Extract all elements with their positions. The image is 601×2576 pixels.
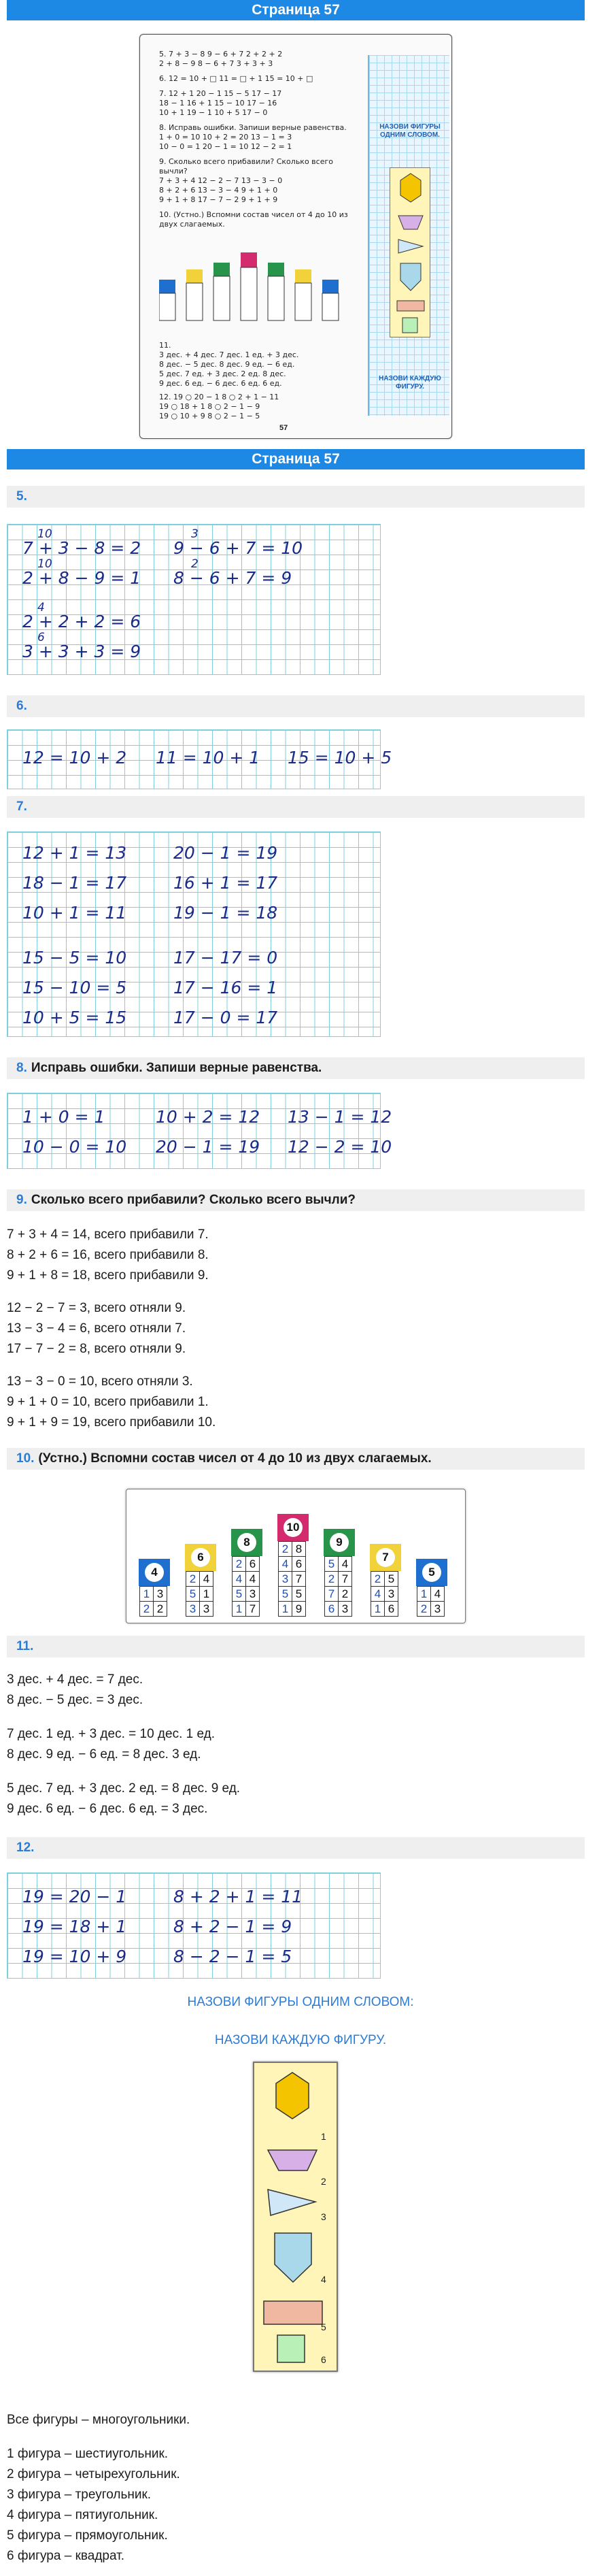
solution-line: 12 − 2 − 7 = 3, всего отняли 9. xyxy=(7,1301,186,1315)
annotation-number: 10 xyxy=(37,527,52,541)
number-houses-panel xyxy=(126,1489,466,1623)
book-page-number: 57 xyxy=(279,424,288,432)
house-cell: 5 xyxy=(186,1587,200,1602)
book-panel-heading: НАЗОВИ ФИГУРЫ ОДНИМ СЛОВОМ. xyxy=(379,123,441,139)
solution-line: 8 дес. − 5 дес. = 3 дес. xyxy=(7,1693,143,1707)
book-line: 1 + 0 = 10 10 + 2 = 20 13 − 1 = 3 xyxy=(159,133,292,142)
book-line: 10 + 1 19 − 1 10 + 5 17 − 0 xyxy=(159,108,268,117)
solution-line: 8 дес. 9 ед. − 6 ед. = 8 дес. 3 ед. xyxy=(7,1747,201,1762)
book-line: 10. (Устно.) Вспомни состав чисел от 4 до 10 из двух слагаемых. xyxy=(159,210,348,229)
house-cell: 6 xyxy=(246,1557,260,1572)
house-composition-table xyxy=(186,1571,213,1617)
house-cell: 1 xyxy=(200,1587,213,1602)
answer-line: 10 + 1 = 11 xyxy=(22,903,127,923)
section-title: (Устно.) Вспомни состав чисел от 4 до 10 из двух слагаемых. xyxy=(38,1451,432,1466)
book-line: 10 − 0 = 1 20 − 1 = 10 12 − 2 = 1 xyxy=(159,142,292,151)
house-cell: 4 xyxy=(233,1572,246,1587)
book-bottom-column xyxy=(159,341,363,421)
page-banner-second xyxy=(7,449,585,469)
square-shape xyxy=(277,2335,305,2362)
answer-line: 15 = 10 + 5 xyxy=(288,748,392,767)
answer-line: 9 − 6 + 7 = 10 xyxy=(173,538,303,558)
house-number: 9 xyxy=(330,1533,349,1552)
figure-name-line: 1 фигура – шестиугольник. xyxy=(7,2447,169,2461)
house-cell: 5 xyxy=(292,1587,306,1602)
book-line: 6. 12 = 10 + □ 11 = □ + 1 15 = 10 + □ xyxy=(159,74,313,83)
house-cell: 4 xyxy=(431,1587,445,1602)
house-composition-table xyxy=(371,1571,398,1617)
figures-heading: НАЗОВИ ФИГУРЫ ОДНИМ СЛОВОМ: xyxy=(187,1995,414,2009)
house-cell: 3 xyxy=(186,1602,200,1617)
house-roof xyxy=(416,1559,447,1586)
house-cell: 5 xyxy=(325,1557,339,1572)
house-cell: 4 xyxy=(339,1557,352,1572)
section-5-header xyxy=(7,486,585,508)
book-line: 7. 12 + 1 20 − 1 15 − 5 17 − 17 xyxy=(159,89,282,98)
figure-name-line: 5 фигура – прямоугольник. xyxy=(7,2528,168,2543)
triangle-shape xyxy=(268,2190,315,2215)
page-title: Страница 57 xyxy=(252,451,340,467)
house-cell: 1 xyxy=(279,1602,292,1617)
answer-line: 19 = 10 + 9 xyxy=(22,1947,127,1966)
answer-line: 12 + 1 = 13 xyxy=(22,843,127,863)
house-cell: 3 xyxy=(200,1602,213,1617)
house-number: 8 xyxy=(237,1533,256,1552)
section-number: 7. xyxy=(16,799,27,814)
section-11-header xyxy=(7,1636,585,1657)
number-house xyxy=(139,1559,170,1616)
house-cell: 1 xyxy=(417,1587,431,1602)
annotation-number: 2 xyxy=(191,557,199,571)
answer-line: 20 − 1 = 19 xyxy=(156,1137,260,1157)
page-banner-top xyxy=(7,0,585,20)
page-title: Страница 57 xyxy=(252,2,340,18)
solution-line: 9 + 1 + 0 = 10, всего прибавили 1. xyxy=(7,1395,209,1409)
answer-line: 10 − 0 = 10 xyxy=(22,1137,127,1157)
solution-line: 8 + 2 + 6 = 16, всего прибавили 8. xyxy=(7,1248,209,1262)
house-cell: 5 xyxy=(279,1587,292,1602)
book-panel-heading: НАЗОВИ КАЖДУЮ ФИГУРУ. xyxy=(379,375,441,391)
annotation-number: 3 xyxy=(191,527,199,541)
hexagon-shape xyxy=(276,2073,309,2119)
answer-line: 2 + 2 + 2 = 6 xyxy=(22,612,141,631)
answer-line: 8 − 2 − 1 = 5 xyxy=(173,1947,292,1966)
figures-card xyxy=(253,2062,338,2372)
answer-line: 1 + 0 = 1 xyxy=(22,1107,105,1127)
section-12-grid xyxy=(7,1872,381,1979)
figure-name-line: 4 фигура – пятиугольник. xyxy=(7,2508,158,2522)
number-house xyxy=(324,1529,355,1616)
house-cell: 9 xyxy=(292,1602,306,1617)
solution-line: 9 дес. 6 ед. − 6 дес. 6 ед. = 3 дес. xyxy=(7,1802,208,1816)
section-number: 9. xyxy=(16,1193,27,1207)
section-number: 6. xyxy=(16,699,27,713)
solution-line: 9 + 1 + 8 = 18, всего прибавили 9. xyxy=(7,1268,209,1283)
house-cell: 2 xyxy=(371,1572,385,1587)
book-line: 12. 19 ○ 20 − 1 8 ○ 2 + 1 − 11 xyxy=(159,393,279,401)
rectangle-shape xyxy=(264,2301,322,2324)
house-cell: 1 xyxy=(371,1602,385,1617)
answer-line: 7 + 3 − 8 = 2 xyxy=(22,538,141,558)
house-cell: 7 xyxy=(246,1602,260,1617)
house-cell: 2 xyxy=(279,1542,292,1557)
house-cell: 2 xyxy=(339,1587,352,1602)
book-line: 2 + 8 − 9 8 − 6 + 7 3 + 3 + 3 xyxy=(159,59,273,68)
answer-line: 16 + 1 = 17 xyxy=(173,873,278,893)
solution-line: 7 дес. 1 ед. + 3 дес. = 10 дес. 1 ед. xyxy=(7,1727,215,1741)
figures-summary: Все фигуры – многоугольники. xyxy=(7,2413,190,2427)
section-8-grid xyxy=(7,1093,392,1169)
book-line: 19 ○ 18 + 1 8 ○ 2 − 1 − 9 xyxy=(159,402,260,411)
figure-label: 2 xyxy=(321,2176,326,2187)
house-cell: 7 xyxy=(325,1587,339,1602)
solution-line: 13 − 3 − 0 = 10, всего отняли 3. xyxy=(7,1374,193,1389)
section-number: 10. xyxy=(16,1451,35,1466)
house-cell: 6 xyxy=(325,1602,339,1617)
house-cell: 8 xyxy=(292,1542,306,1557)
answer-line: 17 − 0 = 17 xyxy=(173,1008,278,1027)
house-composition-table xyxy=(417,1586,445,1617)
book-shapes-drawing xyxy=(390,168,431,338)
number-house xyxy=(416,1559,447,1616)
answer-line: 8 + 2 + 1 = 11 xyxy=(173,1887,303,1906)
book-line: 5. 7 + 3 − 8 9 − 6 + 7 2 + 2 + 2 xyxy=(159,50,283,59)
house-roof xyxy=(277,1514,309,1541)
solution-line: 5 дес. 7 ед. + 3 дес. 2 ед. = 8 дес. 9 ед. xyxy=(7,1781,241,1796)
house-cell: 5 xyxy=(233,1587,246,1602)
house-composition-table xyxy=(324,1556,352,1617)
section-9-header xyxy=(7,1189,585,1211)
answer-line: 20 − 1 = 19 xyxy=(173,843,278,863)
house-cell: 3 xyxy=(279,1572,292,1587)
house-cell: 7 xyxy=(339,1572,352,1587)
book-line: 9 + 1 + 8 17 − 7 − 2 9 + 1 + 9 xyxy=(159,195,278,204)
book-right-panel xyxy=(368,55,449,416)
book-line: 9 дес. 6 ед. − 6 дес. 6 ед. 6 ед. xyxy=(159,379,282,388)
book-line: 8 дес. − 5 дес. 8 дес. 9 ед. − 6 ед. xyxy=(159,360,295,369)
book-line: 3 дес. + 4 дес. 7 дес. 1 ед. + 3 дес. xyxy=(159,350,299,359)
figure-label: 4 xyxy=(321,2274,326,2285)
book-line: 11. xyxy=(159,341,171,350)
house-cell: 4 xyxy=(279,1557,292,1572)
number-house xyxy=(185,1544,216,1616)
house-cell: 3 xyxy=(431,1602,445,1617)
house-number: 5 xyxy=(422,1563,441,1582)
figure-name-line: 3 фигура – треугольник. xyxy=(7,2488,152,2502)
book-shapes-card xyxy=(390,167,430,337)
section-6-grid xyxy=(7,729,392,789)
section-number: 12. xyxy=(16,1840,35,1855)
book-line: 9. Сколько всего прибавили? Сколько всего вычли? xyxy=(159,157,333,176)
house-composition-table xyxy=(278,1541,306,1617)
solution-line: 3 дес. + 4 дес. = 7 дес. xyxy=(7,1672,143,1687)
solution-line: 7 + 3 + 4 = 14, всего прибавили 7. xyxy=(7,1227,209,1242)
section-title: Исправь ошибки. Запиши верные равенства. xyxy=(31,1061,322,1075)
answer-line: 15 − 5 = 10 xyxy=(22,948,127,968)
pentagon-shape xyxy=(275,2233,311,2282)
book-houses-illustration xyxy=(159,252,363,334)
house-number: 4 xyxy=(145,1563,164,1582)
house-cell: 2 xyxy=(417,1602,431,1617)
house-cell: 5 xyxy=(385,1572,398,1587)
section-number: 5. xyxy=(16,489,27,503)
figures-heading: НАЗОВИ КАЖДУЮ ФИГУРУ. xyxy=(214,2033,387,2047)
answer-line: 2 + 8 − 9 = 1 xyxy=(22,568,141,588)
house-cell: 1 xyxy=(233,1602,246,1617)
house-composition-table xyxy=(139,1586,167,1617)
section-5-grid xyxy=(7,524,381,675)
answer-line: 17 − 17 = 0 xyxy=(173,948,278,968)
figure-name-line: 2 фигура – четырехугольник. xyxy=(7,2467,180,2481)
house-cell: 2 xyxy=(186,1572,200,1587)
section-number: 11. xyxy=(16,1639,34,1653)
answer-line: 12 = 10 + 2 xyxy=(22,748,127,767)
section-8-header xyxy=(7,1057,585,1079)
answer-line: 19 = 20 − 1 xyxy=(22,1887,127,1906)
answer-line: 8 − 6 + 7 = 9 xyxy=(173,568,292,588)
section-10-header xyxy=(7,1448,585,1470)
house-cell: 3 xyxy=(246,1587,260,1602)
book-left-column xyxy=(159,50,363,229)
book-page-image xyxy=(139,34,452,439)
house-cell: 2 xyxy=(325,1572,339,1587)
number-house xyxy=(370,1544,401,1616)
answer-line: 17 − 16 = 1 xyxy=(173,978,278,997)
house-cell: 3 xyxy=(154,1587,167,1602)
number-house xyxy=(231,1529,262,1616)
answer-line: 12 − 2 = 10 xyxy=(288,1137,392,1157)
figure-label: 5 xyxy=(321,2322,326,2332)
house-roof xyxy=(324,1529,355,1556)
book-line: 18 − 1 16 + 1 15 − 10 17 − 16 xyxy=(159,99,277,108)
solution-line: 9 + 1 + 9 = 19, всего прибавили 10. xyxy=(7,1415,216,1430)
book-line: 8. Исправь ошибки. Запиши верные равенства. xyxy=(159,123,347,132)
house-roof xyxy=(139,1559,170,1586)
house-cell: 2 xyxy=(140,1602,154,1617)
house-composition-table xyxy=(232,1556,260,1617)
section-7-header xyxy=(7,796,585,818)
answer-line: 10 + 2 = 12 xyxy=(156,1107,260,1127)
answer-line: 15 − 10 = 5 xyxy=(22,978,127,997)
house-cell: 6 xyxy=(385,1602,398,1617)
house-roof xyxy=(185,1544,216,1571)
answer-line: 13 − 1 = 12 xyxy=(288,1107,392,1127)
house-cell: 3 xyxy=(385,1587,398,1602)
house-cell: 7 xyxy=(292,1572,306,1587)
figure-label: 3 xyxy=(321,2211,326,2222)
answer-line: 8 + 2 − 1 = 9 xyxy=(173,1917,292,1936)
figure-label: 6 xyxy=(321,2354,326,2365)
answer-line: 19 − 1 = 18 xyxy=(173,903,278,923)
house-cell: 2 xyxy=(233,1557,246,1572)
house-cell: 4 xyxy=(200,1572,213,1587)
section-12-header xyxy=(7,1837,585,1859)
book-line: 7 + 3 + 4 12 − 2 − 7 13 − 3 − 0 xyxy=(159,176,283,185)
house-cell: 4 xyxy=(371,1587,385,1602)
house-roof xyxy=(370,1544,401,1571)
annotation-number: 10 xyxy=(37,557,52,571)
quadrilateral-shape xyxy=(268,2150,317,2170)
solution-line: 17 − 7 − 2 = 8, всего отняли 9. xyxy=(7,1342,186,1356)
house-number: 7 xyxy=(376,1548,395,1567)
book-line: 19 ○ 10 + 9 8 ○ 2 − 1 − 5 xyxy=(159,412,260,420)
section-number: 8. xyxy=(16,1061,27,1075)
book-line: 8 + 2 + 6 13 − 3 − 4 9 + 1 + 0 xyxy=(159,186,278,195)
section-6-header xyxy=(7,695,585,717)
answer-line: 10 + 5 = 15 xyxy=(22,1008,127,1027)
house-number: 6 xyxy=(191,1548,210,1567)
section-title: Сколько всего прибавили? Сколько всего вычли? xyxy=(31,1193,356,1207)
annotation-number: 6 xyxy=(37,631,45,644)
number-house xyxy=(277,1514,309,1616)
house-cell: 1 xyxy=(140,1587,154,1602)
house-number: 10 xyxy=(284,1518,303,1537)
annotation-number: 4 xyxy=(37,601,45,614)
house-cell: 6 xyxy=(292,1557,306,1572)
figure-name-line: 6 фигура – квадрат. xyxy=(7,2549,125,2563)
answer-line: 18 − 1 = 17 xyxy=(22,873,127,893)
house-roof xyxy=(231,1529,262,1556)
answer-line: 3 + 3 + 3 = 9 xyxy=(22,642,141,661)
answer-line: 19 = 18 + 1 xyxy=(22,1917,127,1936)
house-cell: 2 xyxy=(154,1602,167,1617)
figure-label: 1 xyxy=(321,2131,326,2142)
book-line: 5 дес. 7 ед. + 3 дес. 2 ед. 8 дес. xyxy=(159,369,286,378)
answer-line: 11 = 10 + 1 xyxy=(156,748,260,767)
section-7-grid xyxy=(7,831,381,1037)
house-cell: 4 xyxy=(246,1572,260,1587)
house-cell: 3 xyxy=(339,1602,352,1617)
solution-line: 13 − 3 − 4 = 6, всего отняли 7. xyxy=(7,1321,186,1336)
